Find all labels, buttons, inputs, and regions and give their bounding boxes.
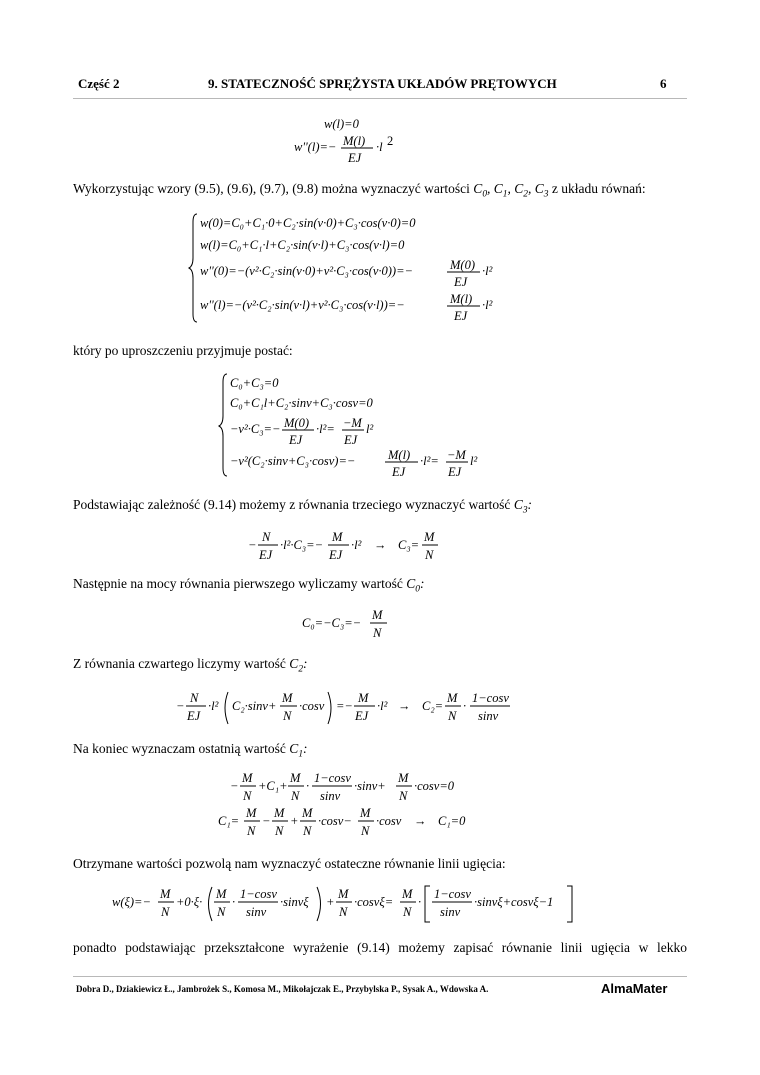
svg-text:−: − [230,779,239,793]
svg-text:M(l): M(l) [343,134,366,148]
svg-text:N: N [303,824,312,838]
svg-text:N: N [373,626,382,640]
svg-text:M: M [302,806,313,820]
svg-text:EJ: EJ [448,465,462,479]
paragraph-deflection-intro: Otrzymane wartości pozwolą nam wyznaczyć ostateczne równanie linii ugięcia: [73,856,506,871]
svg-text:EJ: EJ [454,309,468,323]
svg-text:M: M [358,691,369,705]
svg-text:w(l)=0: w(l)=0 [324,117,359,131]
svg-text:N: N [283,709,292,723]
svg-text:−: − [248,538,257,552]
svg-text:EJ: EJ [329,548,343,562]
svg-text:→: → [398,699,411,713]
svg-text:N: N [161,905,170,919]
equation-c2 [176,688,516,735]
svg-text:M: M [402,887,413,901]
svg-text:·l: ·l [376,140,383,154]
svg-text:N: N [425,548,434,562]
equation-c3 [248,528,448,573]
svg-text:C₂=: C₂= [422,699,444,713]
svg-text:w''(0)=−(ν²·C₂·sin(ν·0)+ν²·C₃·: w''(0)=−(ν²·C₂·sin(ν·0)+ν²·C₃·cos(ν·0))=− [200,264,413,278]
svg-text:N: N [403,905,412,919]
svg-text:·l²: ·l² [377,699,388,713]
svg-text:N: N [361,824,370,838]
svg-text:M: M [338,887,349,901]
svg-text:C₃=: C₃= [398,538,420,552]
svg-text:2: 2 [387,134,394,148]
svg-text:·cosν=0: ·cosν=0 [414,779,455,793]
svg-text:·cosν: ·cosν [376,814,402,828]
svg-text:·cosν−: ·cosν− [318,814,352,828]
svg-text:M: M [160,887,171,901]
svg-text:w''(l)=−(ν²·C₂·sin(ν·l)+ν²·C₃·: w''(l)=−(ν²·C₂·sin(ν·l)+ν²·C₃·cos(ν·l))=− [200,298,405,312]
svg-text:+C₁+: +C₁+ [258,779,288,793]
equation-c1 [218,770,478,845]
footer-authors: Dobra D., Dziakiewicz Ł., Jambrożek S., Komosa M., Mikołajczak E., Przybylska P., Sysak A., Wdowska A. [76,984,489,994]
svg-text:·sinνξ+cosνξ−1: ·sinνξ+cosνξ−1 [474,895,554,909]
svg-text:M(l): M(l) [388,448,411,462]
svg-text:N: N [247,824,256,838]
svg-text:C₁=0: C₁=0 [438,814,466,828]
svg-text:EJ: EJ [355,709,369,723]
svg-text:=−: =− [336,699,353,713]
svg-text:1−cosν: 1−cosν [434,887,471,901]
svg-text:·l²·C₃=−: ·l²·C₃=− [280,538,324,552]
svg-text:·: · [306,779,310,793]
svg-text:N: N [291,789,300,803]
svg-text:·l²: ·l² [482,298,493,312]
svg-text:M: M [246,806,257,820]
svg-text:N: N [217,905,226,919]
svg-text:M: M [360,806,371,820]
svg-text:M: M [372,608,383,622]
footer-rule [73,976,687,977]
svg-text:M(0): M(0) [450,258,475,272]
svg-text:l²: l² [470,454,478,468]
svg-text:·l²=: ·l²= [316,422,335,436]
svg-text:·: · [232,895,236,909]
svg-text:·cosνξ=: ·cosνξ= [354,895,394,909]
svg-text:+: + [326,895,335,909]
svg-text:C₁=: C₁= [218,814,240,828]
paragraph-c2-intro: Z równania czwartego liczymy wartość $C_2$: [73,656,308,675]
header-rule [73,98,687,99]
svg-text:·l²: ·l² [351,538,362,552]
svg-text:M: M [282,691,293,705]
svg-text:−: − [262,814,271,828]
svg-text:·l²: ·l² [208,699,219,713]
svg-text:+0·ξ·: +0·ξ· [176,895,203,909]
svg-text:1−cosν: 1−cosν [240,887,277,901]
svg-text:N: N [448,709,457,723]
svg-text:M(0): M(0) [284,416,309,430]
svg-text:·l²: ·l² [482,264,493,278]
svg-text:EJ: EJ [454,275,468,289]
svg-text:M: M [332,530,343,544]
svg-text:C₀=−C₃=−: C₀=−C₃=− [302,616,362,630]
svg-text:M: M [242,771,253,785]
svg-text:N: N [339,905,348,919]
header-page-number: 6 [660,76,667,91]
svg-text:EJ: EJ [348,151,362,165]
svg-text:N: N [399,789,408,803]
paragraph-c0-intro: Następnie na mocy równania pierwszego wyliczamy wartość $C_0$: [73,576,425,595]
svg-text:M: M [398,771,409,785]
svg-text:−M: −M [343,416,362,430]
svg-text:·: · [418,895,422,909]
svg-text:sinν: sinν [246,905,267,919]
svg-text:M: M [274,806,285,820]
svg-text:N: N [190,691,199,705]
svg-text:C₀+C₃=0: C₀+C₃=0 [230,376,279,390]
svg-text:·cosν: ·cosν [299,699,325,713]
svg-text:EJ: EJ [289,433,303,447]
svg-text:N: N [243,789,252,803]
paragraph-coefficients-intro: Wykorzystując wzory (9.5), (9.6), (9.7), (9.8) można wyznaczyć wartości $C_0$, $C_1$, $C_2$, $C_3$ z układu równań: [73,181,646,200]
svg-text:w''(l)=−: w''(l)=− [294,140,337,154]
svg-text:M: M [290,771,301,785]
equation-c0 [302,605,402,648]
paragraph-simplified-intro: który po uproszczeniu przyjmuje postać: [73,343,293,358]
svg-text:·sinν+: ·sinν+ [354,779,386,793]
svg-text:w(ξ)=−: w(ξ)=− [112,895,151,909]
footer-brand-logo: AlmaMater [601,981,668,996]
svg-text:·: · [463,699,467,713]
svg-text:−ν²·C₃=−: −ν²·C₃=− [230,422,281,436]
svg-text:C₂·sinν+: C₂·sinν+ [232,699,277,713]
svg-text:1−cosν: 1−cosν [472,691,509,705]
svg-text:M(l): M(l) [450,292,473,306]
equation-boundary-conditions [290,114,410,169]
svg-text:·l²=: ·l²= [420,454,439,468]
paragraph-c1-intro: Na koniec wyznaczam ostatnią wartość $C_1$: [73,741,308,760]
svg-text:EJ: EJ [259,548,273,562]
svg-text:N: N [262,530,271,544]
svg-text:→: → [374,538,387,552]
svg-text:−ν²(C₂·sinν+C₃·cosν)=−: −ν²(C₂·sinν+C₃·cosν)=− [230,454,356,468]
svg-text:w(l)=C₀+C₁·l+C₂·sin(ν·l)+C₃·co: w(l)=C₀+C₁·l+C₂·sin(ν·l)+C₃·cos(ν·l)=0 [200,238,405,252]
svg-text:1−cosν: 1−cosν [314,771,351,785]
svg-text:→: → [414,814,427,828]
equation-deflection-line [112,884,582,933]
svg-text:M: M [216,887,227,901]
svg-text:EJ: EJ [344,433,358,447]
equation-system-full [188,210,518,333]
header-chapter-title: 9. STATECZNOŚĆ SPRĘŻYSTA UKŁADÓW PRĘTOWYCH [208,76,557,91]
paragraph-c3-intro: Podstawiając zależność (9.14) możemy z równania trzeciego wyznaczyć wartość $C_3$: [73,497,533,516]
svg-text:N: N [275,824,284,838]
svg-text:sinν: sinν [320,789,341,803]
svg-text:w(0)=C₀+C₁·0+C₂·sin(ν·0)+C₃·co: w(0)=C₀+C₁·0+C₂·sin(ν·0)+C₃·cos(ν·0)=0 [200,216,416,230]
svg-text:+: + [290,814,299,828]
svg-text:EJ: EJ [187,709,201,723]
svg-text:M: M [447,691,458,705]
paragraph-continuation: ponadto podstawiając przekształcone wyrażenie (9.14) możemy zapisać równanie linii ugięcia w lekko [73,940,687,955]
svg-text:M: M [424,530,435,544]
svg-text:l²: l² [366,422,374,436]
svg-text:−: − [176,699,185,713]
svg-text:EJ: EJ [392,465,406,479]
svg-text:·sinνξ: ·sinνξ [280,895,309,909]
svg-text:sinν: sinν [478,709,499,723]
header-part: Część 2 [78,76,120,91]
svg-text:C₀+C₁l+C₂·sinν+C₃·cosν=0: C₀+C₁l+C₂·sinν+C₃·cosν=0 [230,396,373,410]
svg-text:−M: −M [447,448,466,462]
svg-text:sinν: sinν [440,905,461,919]
equation-system-simplified [218,370,488,487]
